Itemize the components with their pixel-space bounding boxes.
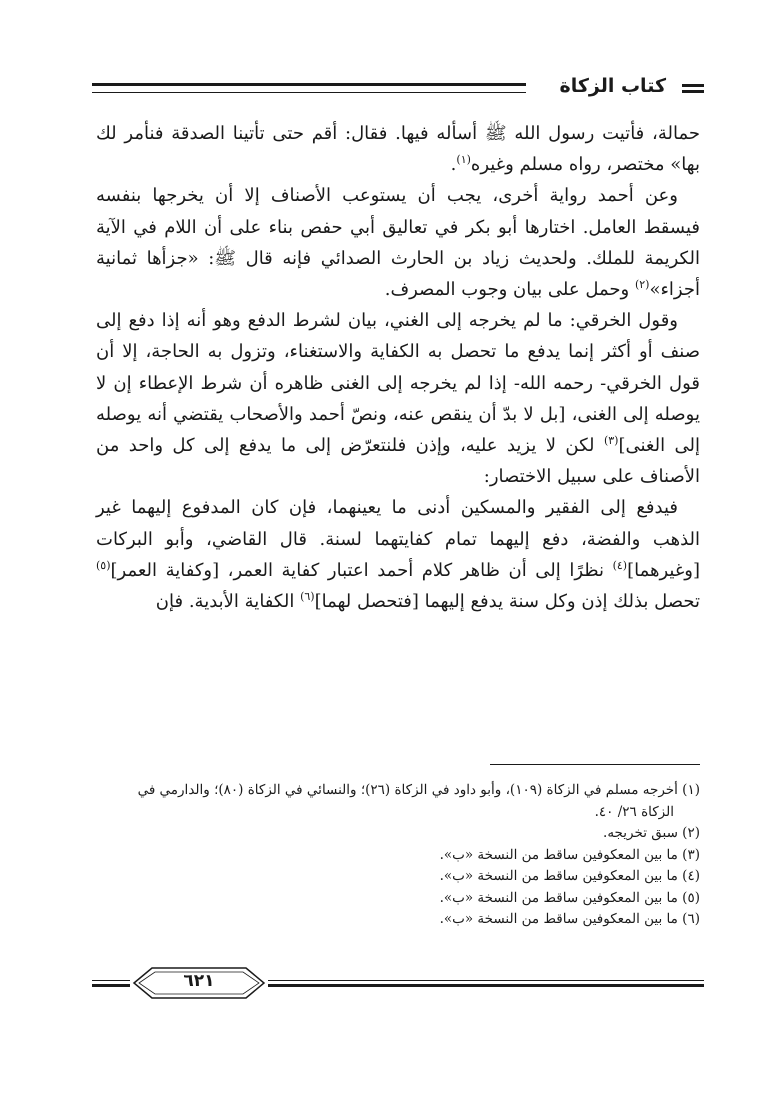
paragraph-text: فيدفع إلى الفقير والمسكين أدنى ما يعينهما، فإن كان المدفوع إليهما غير الذهب والفضة، دفع إليهما تمام كفايتهما لسنة. قال القاضي، وأبو البركات [وغيرهما] bbox=[96, 497, 700, 581]
running-header bbox=[92, 76, 704, 100]
paragraph-text: تحصل بذلك إذن وكل سنة يدفع إليهما [فتحصل لهما] bbox=[314, 591, 700, 613]
body-text bbox=[96, 118, 700, 617]
paragraph-text: لكن لا يزيد عليه، وإذن فلنتعرّض إلى ما يدفع إلى كل واحد من الأصناف على سبيل الاختصار: bbox=[96, 435, 700, 488]
footer-rule bbox=[92, 980, 130, 987]
header-ornament bbox=[682, 84, 704, 93]
footer-rule bbox=[268, 980, 704, 987]
header-rule bbox=[92, 83, 526, 93]
footnote-continuation: الزكاة ٢٦/ ٤٠. bbox=[594, 803, 674, 820]
footnote: (٥) ما بين المعكوفين ساقط من النسخة «ب». bbox=[439, 889, 700, 906]
paragraph bbox=[96, 118, 700, 180]
footnote-reference: (٢) bbox=[634, 278, 650, 292]
paragraph-text: وحمل على بيان وجوب المصرف. bbox=[384, 279, 635, 301]
paragraph bbox=[96, 492, 700, 617]
footnote: (٣) ما بين المعكوفين ساقط من النسخة «ب». bbox=[439, 846, 700, 863]
footnote-reference: (٣) bbox=[603, 434, 619, 448]
footnote-reference: (٥) bbox=[96, 558, 111, 572]
footnote-reference: (٦) bbox=[300, 590, 315, 604]
paragraph-text: حمالة، فأتيت رسول الله ﷺ أسأله فيها. فقال: أقم حتى تأتينا الصدقة فنأمر لك بها» مختصر، رواه مسلم وغيره bbox=[96, 123, 700, 176]
footnote-reference: (٤) bbox=[612, 558, 628, 572]
footnote: (٦) ما بين المعكوفين ساقط من النسخة «ب». bbox=[439, 911, 700, 927]
page-footer bbox=[92, 964, 704, 1004]
page-number: ٦٢١ bbox=[183, 971, 215, 991]
paragraph bbox=[96, 305, 700, 492]
footnote: (٢) سبق تخريجه. bbox=[603, 825, 700, 841]
paragraph-text: وعن أحمد رواية أخرى، يجب أن يستوعب الأصناف إلا أن يخرجها بنفسه فيسقط العامل. اختارها أبو بكر في تعاليق أبي حفص بناء على أن اللام في الآية الكريمة للملك. ولحديث زياد بن الحارث الصدائي فإنه قال ﷺ: «جزأها ثمانية أجزاء» bbox=[96, 185, 700, 301]
footnote: (١) أخرجه مسلم في الزكاة (١٠٩)، وأبو داود في الزكاة (٢٦)؛ والنسائي في الزكاة (٨٠)؛ والدارمي في bbox=[137, 782, 700, 798]
page-number-frame bbox=[132, 966, 266, 1000]
footnote: (٤) ما بين المعكوفين ساقط من النسخة «ب». bbox=[439, 868, 700, 884]
paragraph-text: الكفاية الأبدية. فإن bbox=[155, 591, 301, 613]
footnotes bbox=[96, 780, 700, 931]
paragraph-text: نظرًا إلى أن ظاهر كلام أحمد اعتبار كفاية العمر، [وكفاية العمر] bbox=[110, 559, 613, 581]
paragraph bbox=[96, 180, 700, 305]
paragraph-text: وقول الخرقي: ما لم يخرجه إلى الغني، بيان لشرط الدفع وهو أنه إذا دفع إلى صنف أو أكثر إنما يدفع ما تحصل به الكفاية والاستغناء، وتزول به الحاجة، إلا أن قول الخرقي- رحمه الله- إذا لم يخرجه إلى الغنى ظاهره أن شرط الإعطاء إن لا يوصله إلى الغنى، [بل لا بدّ أن ينقص عنه، ونصّ أحمد والأصحاب يقتضي أنه يوصله إلى الغنى] bbox=[96, 310, 700, 457]
paragraph-text: . bbox=[450, 154, 457, 176]
header-title: كتاب الزكاة bbox=[559, 75, 666, 97]
footnote-separator bbox=[490, 764, 700, 765]
footnote-reference: (١) bbox=[456, 153, 471, 167]
